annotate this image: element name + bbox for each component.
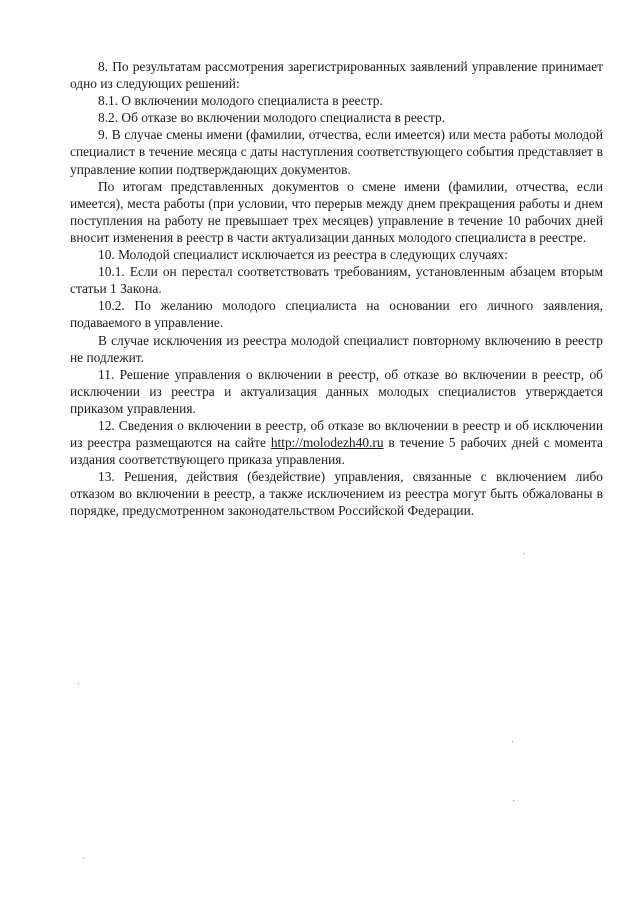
- paragraph-9: 9. В случае смены имени (фамилии, отчества, если имеется) или места работы молодой специалист в течение месяца с даты наступления соответствующего события представляет в управление копии подтверждающих документов.: [70, 127, 603, 177]
- paragraph-11: 11. Решение управления о включении в реестр, об отказе во включении в реестр, об исключении из реестра и актуализация данных молодых специалистов утверждается приказом управления.: [70, 366, 603, 416]
- paragraph-12-before: 12. Сведения о включении в реестр, об отказе во включении в реестр и об исключении из реестра размещаются на сайте: [70, 417, 603, 451]
- scan-speck: [513, 800, 514, 801]
- paragraph-10-continuation: В случае исключения из реестра молодой специалист повторному включению в реестр не подлежит.: [70, 332, 603, 365]
- scan-speck: [512, 741, 513, 742]
- paragraph-12: [70, 417, 603, 468]
- paragraph-13: 13. Решения, действия (бездействие) управления, связанные с включением либо отказом во включении в реестр, а также исключением из реестра могут быть обжалованы в порядке, предусмотренном законодательством Российской Федерации.: [70, 469, 603, 519]
- scan-speck: [523, 553, 524, 554]
- website-link[interactable]: http://molodezh40.ru: [270, 435, 384, 451]
- paragraph-10: 10. Молодой специалист исключается из реестра в следующих случаях:: [98, 247, 508, 263]
- paragraph-10-2: 10.2. По желанию молодого специалиста на основании его личного заявления, подаваемого в управление.: [70, 298, 603, 331]
- paragraph-10-1: 10.1. Если он перестал соответствовать требованиям, установленным абзацем вторым статьи 1 Закона.: [70, 264, 603, 297]
- paragraph-8-2: 8.2. Об отказе во включении молодого специалиста в реестр.: [98, 110, 446, 126]
- document-page: [70, 58, 603, 520]
- scan-speck: [83, 858, 84, 859]
- paragraph-8: 8. По результатам рассмотрения зарегистрированных заявлений управление принимает одно из следующих решений:: [70, 59, 603, 92]
- paragraph-9-continuation: По итогам представленных документов о смене имени (фамилии, отчества, если имеется), места работы (при условии, что перерыв между днем прекращения работы и днем поступления на работу не превышает трех месяцев) управление в течение 10 рабочих дней вносит изменения в реестр в части актуализации данных молодого специалиста в реестре.: [70, 178, 603, 245]
- paragraph-8-1: 8.1. О включении молодого специалиста в реестр.: [98, 93, 383, 109]
- paragraph-12-after: в течение 5 рабочих дней с момента издания соответствующего приказа управления.: [70, 435, 603, 468]
- scan-speck: [78, 683, 79, 684]
